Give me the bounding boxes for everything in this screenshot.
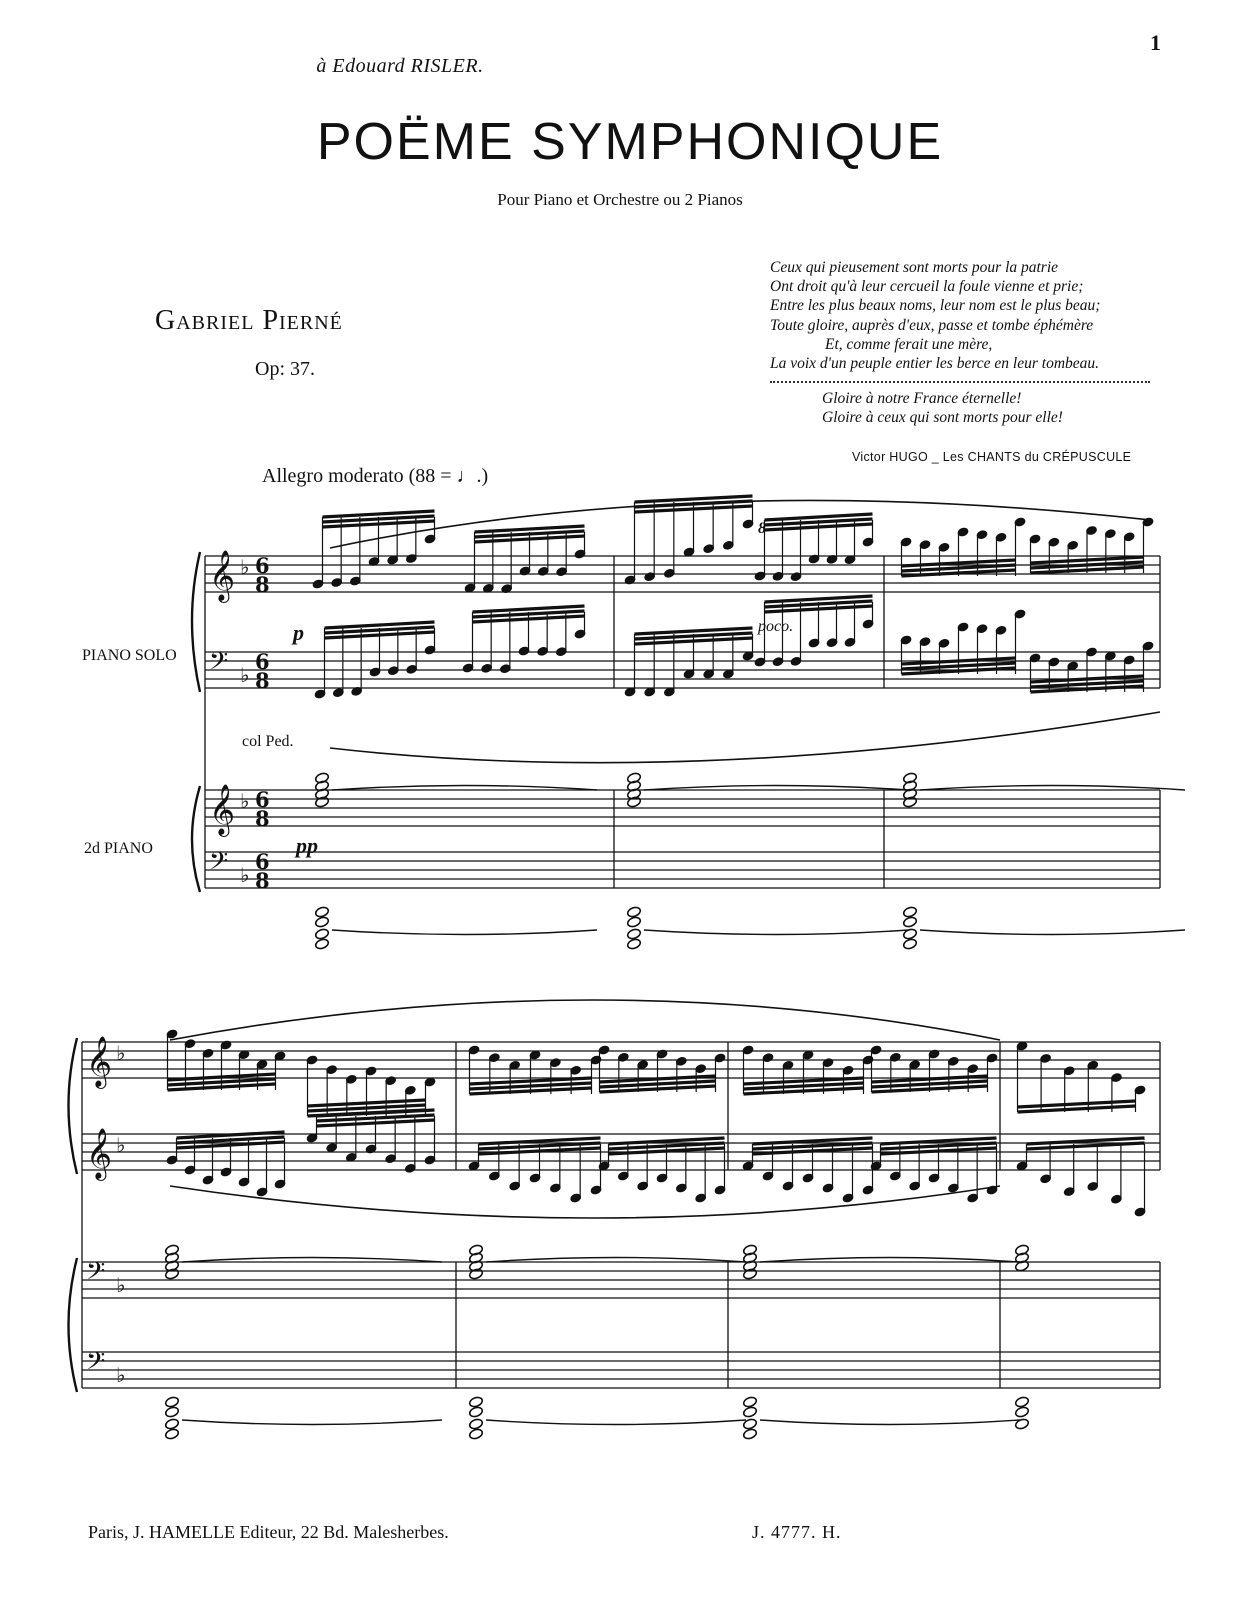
slur xyxy=(170,1186,1000,1218)
time-signature-bottom: 8 xyxy=(255,806,270,831)
chord-notehead xyxy=(468,1418,483,1430)
chord-notehead xyxy=(626,928,641,940)
composer-name: Gabriel Pierné xyxy=(155,305,343,336)
chord-notehead xyxy=(1014,1406,1029,1418)
poem-line: Toute gloire, auprès d'eux, passe et tombe éphémère xyxy=(770,316,1094,334)
brace xyxy=(192,786,200,892)
time-signature-top: 6 xyxy=(255,787,270,812)
chord-notehead xyxy=(164,1418,179,1430)
chord-notehead xyxy=(742,1396,757,1408)
chord-notehead xyxy=(626,938,641,950)
bass-clef-icon: 𝄢 xyxy=(86,1257,106,1292)
chord-notehead xyxy=(164,1396,179,1408)
tie xyxy=(486,1258,746,1263)
ottava-marking: 8 xyxy=(758,520,766,537)
pedal-marking: col Ped. xyxy=(242,733,294,750)
tie xyxy=(486,1420,746,1425)
flat-icon: ♭ xyxy=(116,1363,126,1387)
tie xyxy=(760,1258,1020,1263)
chord-notehead xyxy=(468,1406,483,1418)
tie xyxy=(182,1258,442,1263)
part-label-second-piano: 2d PIANO xyxy=(84,840,153,857)
time-signature-top: 6 xyxy=(255,553,270,578)
poem-line: La voix d'un peuple entier les berce en leur tombeau. xyxy=(770,355,1100,373)
page-number: 1 xyxy=(1150,30,1161,55)
subtitle: Pour Piano et Orchestre ou 2 Pianos xyxy=(497,190,743,209)
poem-attribution: Victor HUGO _ Les CHANTS du CRÉPUSCULE xyxy=(852,450,1132,464)
chord-notehead xyxy=(626,906,641,918)
brace xyxy=(69,1038,78,1174)
publisher-footer: Paris, J. HAMELLE Editeur, 22 Bd. Malesherbes. xyxy=(88,1522,449,1542)
chord-notehead xyxy=(742,1406,757,1418)
treble-clef-icon: 𝄞 xyxy=(209,784,236,835)
chord-notehead xyxy=(902,916,917,928)
chord-notehead xyxy=(314,938,329,950)
bass-clef-icon: 𝄢 xyxy=(86,1347,106,1382)
part-label-piano-solo: PIANO SOLO xyxy=(82,647,177,664)
flat-icon: ♭ xyxy=(240,789,250,813)
chord-notehead xyxy=(314,906,329,918)
chord-notehead xyxy=(902,938,917,950)
poem-line: Entre les plus beaux noms, leur nom est le plus beau; xyxy=(770,297,1101,315)
time-signature-top: 6 xyxy=(255,849,270,874)
flat-icon: ♭ xyxy=(116,1133,126,1157)
chord-notehead xyxy=(468,1396,483,1408)
flat-icon: ♭ xyxy=(240,555,250,579)
time-signature-top: 6 xyxy=(255,649,270,674)
expression-poco: poco. xyxy=(758,618,794,635)
tie xyxy=(182,1420,442,1425)
flat-icon: ♭ xyxy=(116,1041,126,1065)
time-signature-bottom: 8 xyxy=(255,868,270,893)
opus-number: Op: 37. xyxy=(255,358,315,380)
brace xyxy=(69,1258,78,1392)
flat-icon: ♭ xyxy=(116,1273,126,1297)
chord-notehead xyxy=(1014,1396,1029,1408)
treble-clef-icon: 𝄞 xyxy=(209,550,236,601)
time-signature-bottom: 8 xyxy=(255,572,270,597)
poem-line: Et, comme ferait une mère, xyxy=(825,335,993,353)
poem-line: Ont droit qu'à leur cercueil la foule vienne et prie; xyxy=(770,278,1084,296)
chord-notehead xyxy=(314,916,329,928)
tempo-marking: Allegro moderato (88 = ♩.) xyxy=(262,465,489,487)
chord-notehead xyxy=(902,906,917,918)
dynamic-pp: pp xyxy=(296,833,318,858)
tie xyxy=(332,786,597,791)
chord-notehead xyxy=(742,1428,757,1440)
dedication: à Edouard RISLER. xyxy=(316,55,484,77)
chord-notehead xyxy=(314,928,329,940)
tie xyxy=(920,930,1185,935)
bass-clef-icon: 𝄢 xyxy=(209,647,229,682)
brace xyxy=(192,552,200,692)
chord-notehead xyxy=(164,1428,179,1440)
treble-clef-icon: 𝄞 xyxy=(86,1036,113,1087)
flat-icon: ♭ xyxy=(240,663,250,687)
page-title: POËME SYMPHONIQUE xyxy=(316,113,944,171)
chord-notehead xyxy=(626,916,641,928)
dynamic-p: p xyxy=(293,620,304,645)
tie xyxy=(644,786,909,791)
chord-notehead xyxy=(468,1428,483,1440)
bass-clef-icon: 𝄢 xyxy=(209,847,229,882)
poem-closing-line: Gloire à ceux qui sont morts pour elle! xyxy=(822,409,1063,427)
chord-notehead xyxy=(164,1406,179,1418)
tie xyxy=(920,786,1185,791)
tie xyxy=(644,930,909,935)
plate-number: J. 4777. H. xyxy=(752,1522,842,1542)
tie xyxy=(760,1420,1020,1425)
treble-clef-icon: 𝄞 xyxy=(86,1128,113,1179)
poem-line: Ceux qui pieusement sont morts pour la patrie xyxy=(770,259,1059,276)
time-signature-bottom: 8 xyxy=(255,668,270,693)
flat-icon: ♭ xyxy=(240,863,250,887)
slur xyxy=(170,1000,1000,1040)
poem-closing-line: Gloire à notre France éternelle! xyxy=(822,390,1022,408)
tie xyxy=(332,930,597,935)
slur xyxy=(330,712,1160,763)
